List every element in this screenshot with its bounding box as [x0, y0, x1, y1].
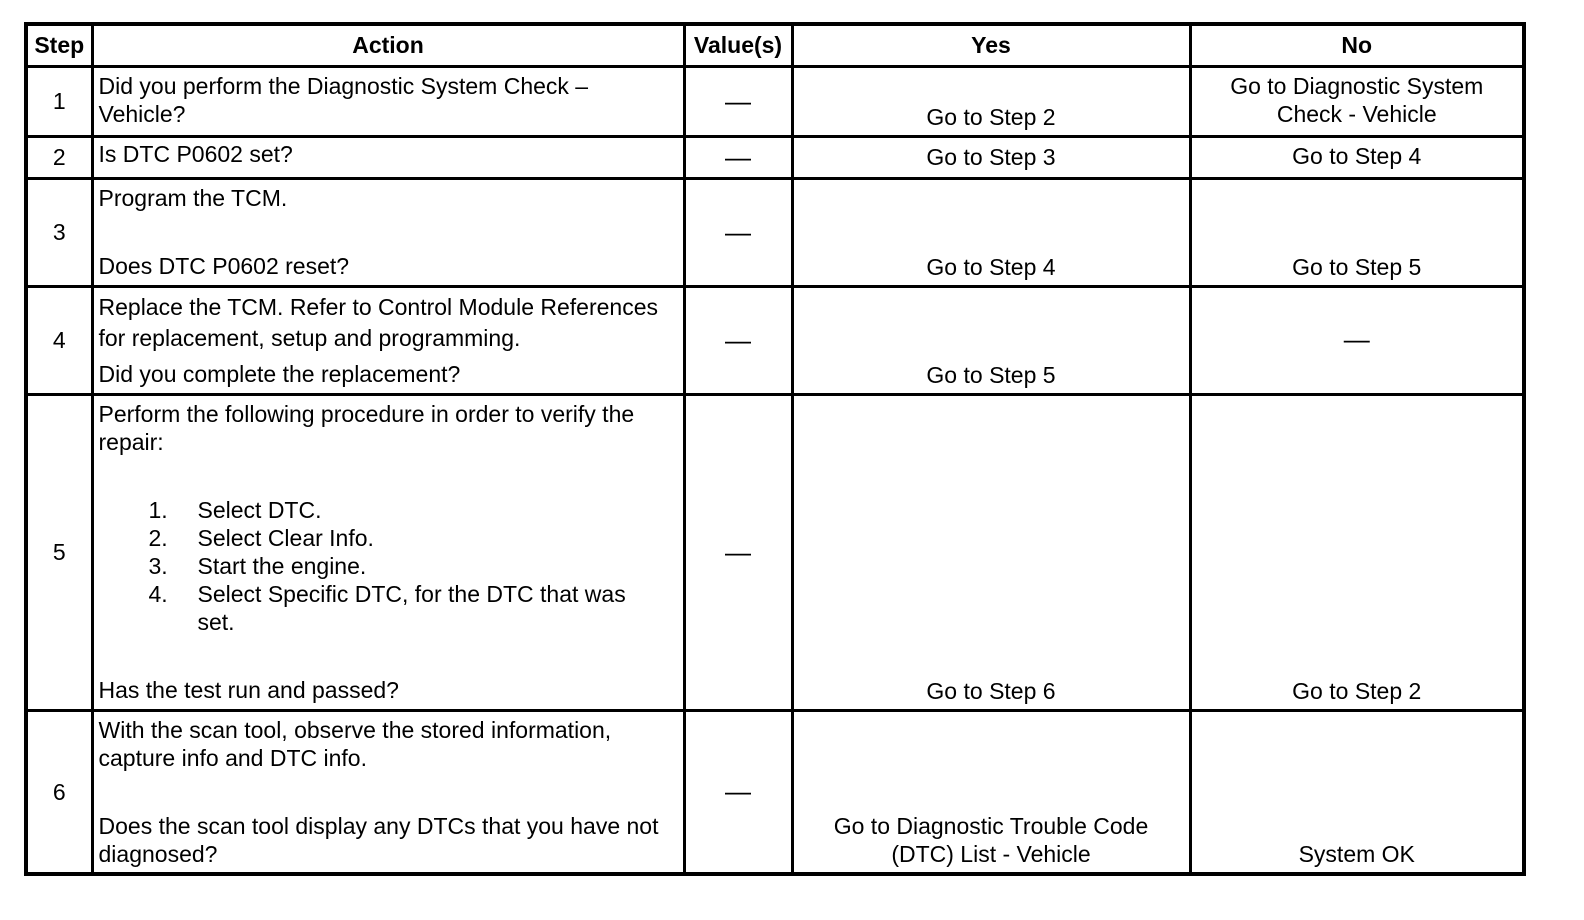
- step-number: 4: [26, 286, 92, 394]
- action-text: Did you perform the Diagnostic System Check – Vehicle?: [98, 72, 589, 127]
- yes-cell: Go to Diagnostic Trouble Code (DTC) List - Vehicle: [792, 710, 1190, 874]
- list-item: [149, 580, 678, 636]
- value-dash: —: [725, 536, 751, 567]
- yes-cell: Go to Step 6: [792, 394, 1190, 710]
- value-dash: —: [725, 324, 751, 355]
- value-cell: [684, 66, 792, 136]
- action-question: Did you complete the replacement?: [98, 360, 461, 387]
- table-row: [26, 178, 1524, 286]
- list-item: [149, 496, 678, 524]
- yes-cell: Go to Step 2: [792, 66, 1190, 136]
- step-number: 6: [26, 710, 92, 874]
- header-yes: Yes: [792, 24, 1190, 66]
- list-item: [149, 524, 678, 552]
- no-cell: Go to Diagnostic System Check - Vehicle: [1190, 66, 1524, 136]
- header-no: No: [1190, 24, 1524, 66]
- header-step: Step: [26, 24, 92, 66]
- value-cell: [684, 136, 792, 178]
- yes-cell: Go to Step 4: [792, 178, 1190, 286]
- spacer: [99, 456, 678, 496]
- action-cell: [92, 286, 684, 394]
- step-number: 1: [26, 66, 92, 136]
- no-cell: Go to Step 4: [1190, 136, 1524, 178]
- procedure-list: [99, 496, 678, 636]
- list-item: [149, 552, 678, 580]
- spacer: [99, 636, 678, 676]
- step-number: 2: [26, 136, 92, 178]
- step-number: 3: [26, 178, 92, 286]
- action-question: Has the test run and passed?: [98, 676, 399, 703]
- action-text: Program the TCM.: [98, 184, 288, 211]
- no-cell: Go to Step 2: [1190, 394, 1524, 710]
- action-text: Is DTC P0602 set?: [98, 140, 293, 167]
- value-dash: —: [725, 216, 751, 247]
- list-number: 1.: [148, 496, 168, 523]
- value-cell: [684, 178, 792, 286]
- list-number: 4.: [148, 580, 168, 607]
- value-cell: [684, 710, 792, 874]
- list-number: 3.: [148, 552, 168, 579]
- action-question: Does the scan tool display any DTCs that you have not diagnosed?: [98, 812, 659, 867]
- value-cell: [684, 286, 792, 394]
- yes-cell: Go to Step 3: [792, 136, 1190, 178]
- value-dash: —: [725, 776, 751, 807]
- header-action: Action: [92, 24, 684, 66]
- action-text: Perform the following procedure in order to verify the repair:: [98, 400, 635, 455]
- no-cell: Go to Step 5: [1190, 178, 1524, 286]
- diagnostic-table: [24, 22, 1526, 876]
- header-row: [26, 24, 1524, 66]
- action-cell: [92, 710, 684, 874]
- no-cell: System OK: [1190, 710, 1524, 874]
- action-cell: [92, 178, 684, 286]
- header-values: Value(s): [684, 24, 792, 66]
- value-dash: —: [725, 141, 751, 172]
- step-number: 5: [26, 394, 92, 710]
- no-cell: [1190, 286, 1524, 394]
- action-cell: [92, 394, 684, 710]
- value-cell: [684, 394, 792, 710]
- table-row: [26, 136, 1524, 178]
- action-cell: [92, 136, 684, 178]
- action-question: Does DTC P0602 reset?: [98, 252, 350, 279]
- no-dash: —: [1343, 323, 1370, 354]
- list-text: Select DTC.: [197, 496, 322, 523]
- table-row: [26, 286, 1524, 394]
- list-number: 2.: [148, 524, 168, 551]
- action-text: With the scan tool, observe the stored information, capture info and DTC info.: [98, 716, 612, 771]
- action-cell: [92, 66, 684, 136]
- spacer: [99, 212, 678, 240]
- spacer: [99, 772, 678, 812]
- yes-cell: Go to Step 5: [792, 286, 1190, 394]
- table-row: [26, 710, 1524, 874]
- list-text: Select Clear Info.: [197, 524, 374, 551]
- table-row: [26, 394, 1524, 710]
- value-dash: —: [725, 85, 751, 116]
- table-row: [26, 66, 1524, 136]
- list-text: Start the engine.: [197, 552, 367, 579]
- action-text: Replace the TCM. Refer to Control Module References for replacement, setup and programming.: [98, 293, 659, 351]
- list-text: Select Specific DTC, for the DTC that was set.: [197, 580, 626, 635]
